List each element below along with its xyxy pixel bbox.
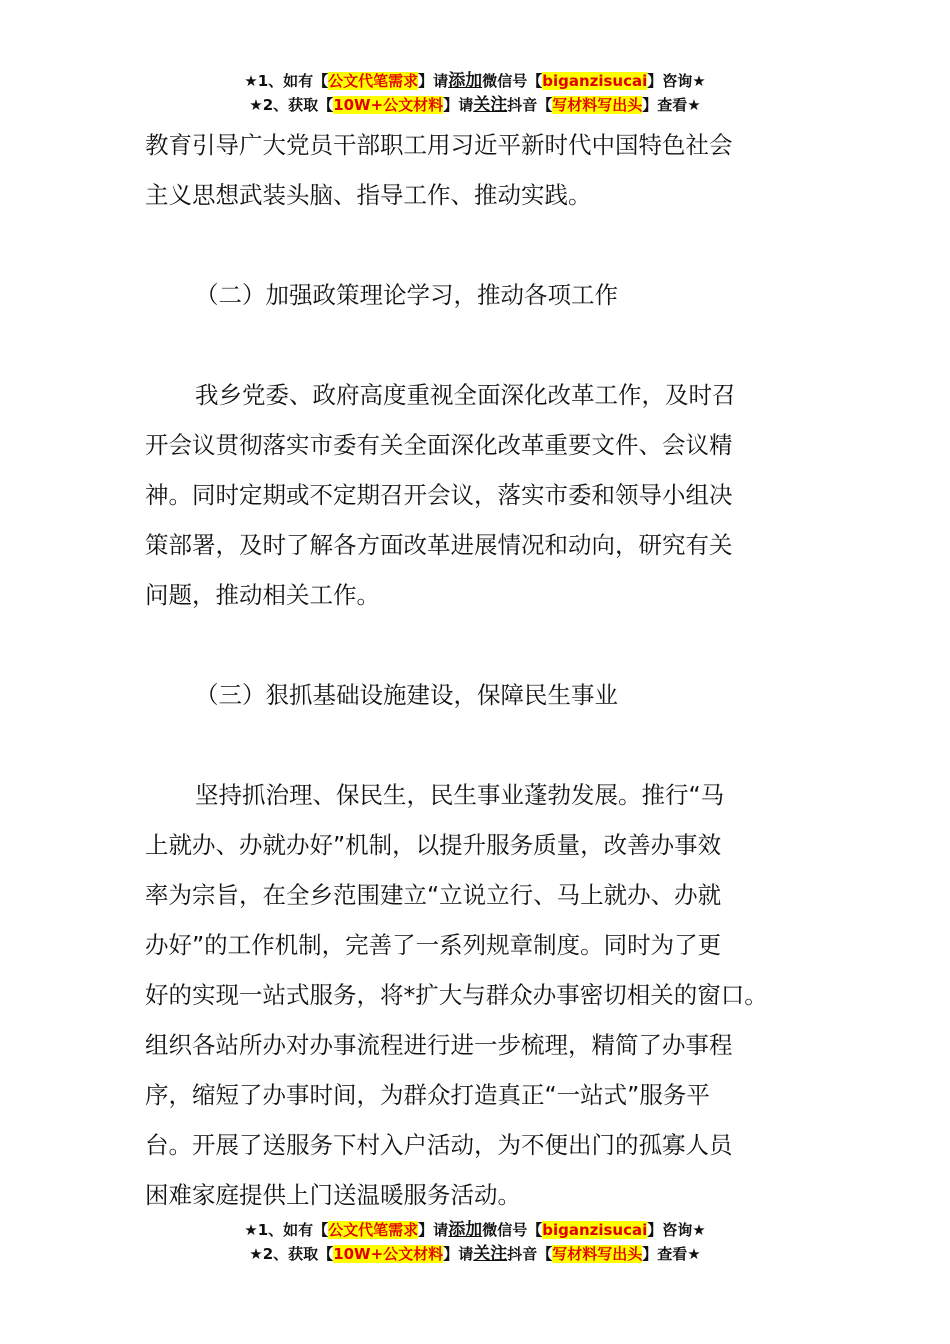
highlighted-text: biganzisucai (542, 1221, 648, 1239)
banner-text: 】咨询★ (647, 1221, 706, 1239)
paragraph-line: 坚持抓治理、保民生，民生事业蓬勃发展。推行“马 (195, 781, 725, 809)
highlighted-text: 10W+公文材料 (333, 96, 444, 114)
paragraph-line: 策部署，及时了解各方面改革进展情况和动向，研究有关 (145, 531, 733, 559)
paragraph-line: 组织各站所办对办事流程进行进一步梳理，精简了办事程 (145, 1031, 733, 1059)
banner-text: 】请 (443, 1245, 474, 1263)
banner-text: 】咨询★ (647, 72, 706, 90)
banner-text: 添加 (448, 71, 483, 91)
banner-text: 】请 (418, 1221, 449, 1239)
banner-text: ★2、获取【 (249, 1245, 334, 1263)
banner-text: 】查看★ (642, 96, 701, 114)
paragraph-line: 上就办、办就办好”机制，以提升服务质量，改善办事效 (145, 831, 722, 859)
section-heading: （二）加强政策理论学习，推动各项工作 (195, 281, 618, 309)
banner-text: 关注 (473, 1244, 508, 1264)
highlighted-text: 写材料写出头 (552, 1245, 643, 1263)
banner-text: 关注 (473, 95, 508, 115)
promo-banner-bottom (0, 1218, 950, 1266)
paragraph-line: 序，缩短了办事时间，为群众打造真正“一站式”服务平 (145, 1081, 710, 1109)
document-body (145, 120, 825, 1220)
banner-text: ★2、获取【 (249, 96, 334, 114)
banner-text: 抖音【 (507, 1245, 553, 1263)
paragraph-spacer (145, 620, 825, 670)
paragraph-line: 问题，推动相关工作。 (145, 581, 380, 609)
banner-line (0, 93, 950, 117)
paragraph-line: 办好”的工作机制，完善了一系列规章制度。同时为了更 (145, 931, 722, 959)
paragraph-line: 教育引导广大党员干部职工用习近平新时代中国特色社会 (145, 131, 733, 159)
paragraph-line: 困难家庭提供上门送温暖服务活动。 (145, 1181, 521, 1209)
banner-text: 抖音【 (507, 96, 553, 114)
highlighted-text: 写材料写出头 (552, 96, 643, 114)
paragraph-line: 主义思想武装头脑、指导工作、推动实践。 (145, 181, 592, 209)
banner-line (0, 1242, 950, 1266)
banner-text: ★1、如有【 (244, 72, 329, 90)
banner-text: 微信号【 (482, 1221, 543, 1239)
highlighted-text: 公文代笔需求 (328, 1221, 419, 1239)
paragraph-line: 神。同时定期或不定期召开会议，落实市委和领导小组决 (145, 481, 733, 509)
paragraph-line: 率为宗旨，在全乡范围建立“立说立行、马上就办、办就 (145, 881, 722, 909)
highlighted-text: 公文代笔需求 (328, 72, 419, 90)
banner-text: 】请 (443, 96, 474, 114)
paragraph-spacer (145, 320, 825, 370)
banner-text: 微信号【 (482, 72, 543, 90)
paragraph-spacer (145, 220, 825, 270)
banner-text: 】请 (418, 72, 449, 90)
banner-line (0, 1218, 950, 1242)
paragraph-line: 我乡党委、政府高度重视全面深化改革工作，及时召 (195, 381, 736, 409)
banner-text: 添加 (448, 1220, 483, 1240)
banner-line (0, 69, 950, 93)
paragraph-line: 开会议贯彻落实市委有关全面深化改革重要文件、会议精 (145, 431, 733, 459)
paragraph-line: 台。开展了送服务下村入户活动，为不便出门的孤寡人员 (145, 1131, 733, 1159)
section-heading: （三）狠抓基础设施建设，保障民生事业 (195, 681, 618, 709)
highlighted-text: biganzisucai (542, 72, 648, 90)
paragraph-spacer (145, 720, 825, 770)
banner-text: 】查看★ (642, 1245, 701, 1263)
promo-banner-top (0, 69, 950, 117)
paragraph-line: 好的实现一站式服务，将*扩大与群众办事密切相关的窗口。 (145, 981, 768, 1009)
banner-text: ★1、如有【 (244, 1221, 329, 1239)
highlighted-text: 10W+公文材料 (333, 1245, 444, 1263)
